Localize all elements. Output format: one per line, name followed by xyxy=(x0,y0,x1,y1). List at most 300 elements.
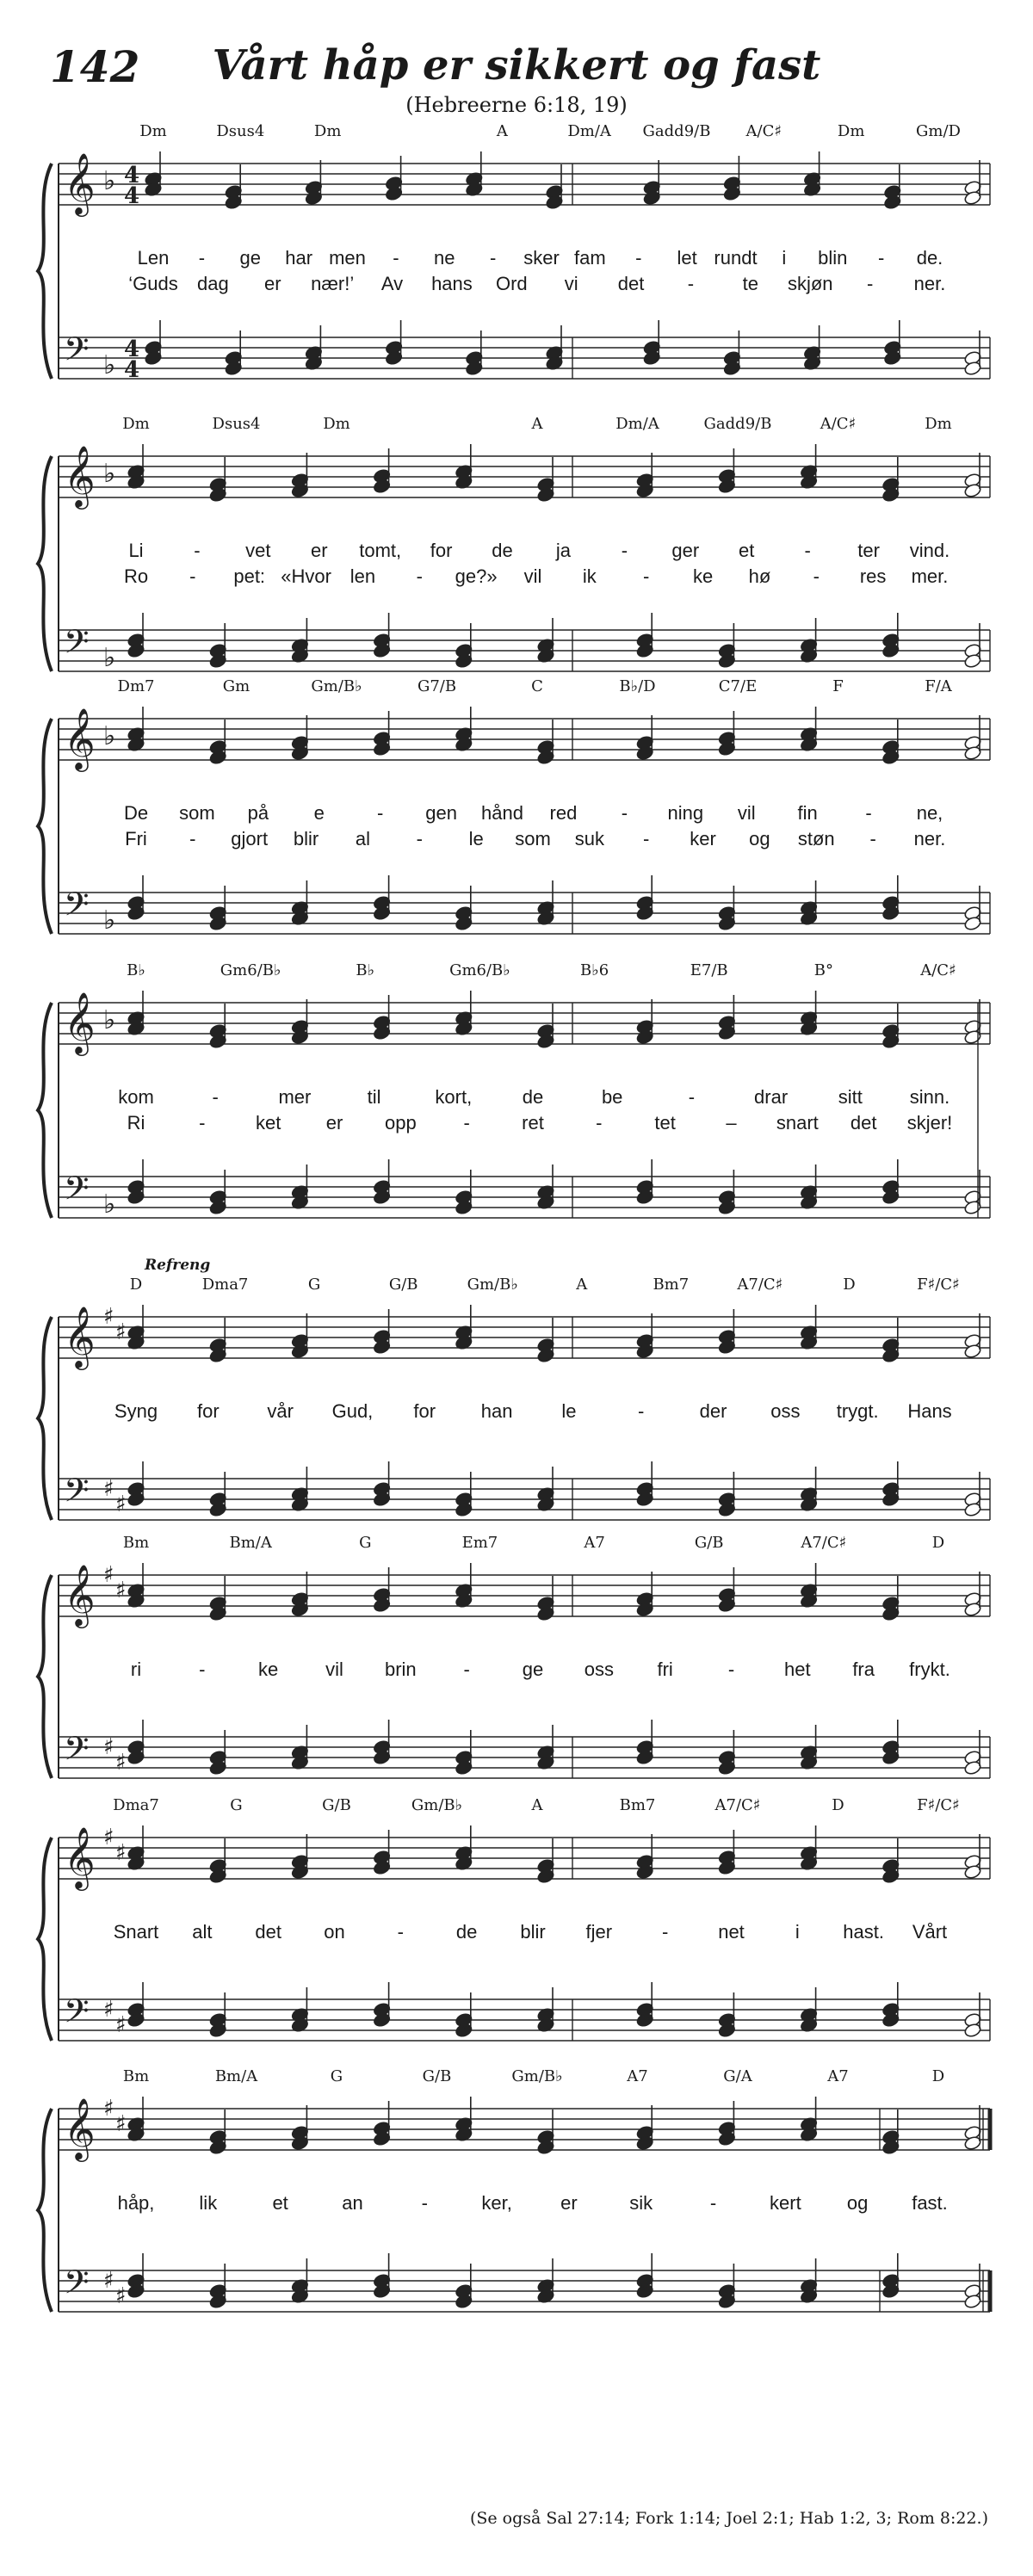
lyric-syllable: Vårt xyxy=(912,1921,948,1943)
treble-clef-icon: 𝄞 xyxy=(64,1563,96,1626)
lyric-syllable: ker xyxy=(690,828,716,849)
lyric-syllable: te xyxy=(742,273,759,294)
lyric-syllable: ret xyxy=(522,1112,544,1134)
lyric-syllable: dag xyxy=(197,273,229,294)
lyric-syllable: - xyxy=(621,802,628,824)
chord-symbol: A xyxy=(531,415,543,433)
lyric-syllable: - xyxy=(463,1112,470,1134)
chord-symbol: Dm/A xyxy=(567,122,611,140)
sharp-icon: ♯ xyxy=(103,2096,114,2122)
chord-symbol: Dm xyxy=(925,415,952,433)
hymn-number: 142 xyxy=(50,41,140,92)
lyric-syllable: tet xyxy=(654,1112,676,1134)
music-system xyxy=(0,1796,1033,2096)
lyric-syllable: e xyxy=(313,802,325,824)
chord-symbol: Gadd9/B xyxy=(703,415,772,433)
lyric-syllable: - xyxy=(643,565,650,587)
lyric-syllable: - xyxy=(687,273,695,294)
lyric-syllable: er xyxy=(310,540,328,561)
lyric-syllable: vil xyxy=(737,802,756,824)
lyric-syllable: ner. xyxy=(913,273,946,294)
lyric-syllable: kort, xyxy=(435,1086,473,1108)
lyric-syllable: Len xyxy=(137,247,170,269)
lyric-syllable: Ri xyxy=(127,1112,145,1134)
lyric-syllable: rundt xyxy=(714,247,758,269)
lyric-syllable: «Hvor xyxy=(281,565,331,587)
bass-clef-icon: 𝄢 xyxy=(64,622,90,669)
time-signature: 4 xyxy=(124,357,140,383)
flat-icon: ♭ xyxy=(103,166,116,196)
sharp-icon: ♯ xyxy=(115,2283,127,2309)
lyric-syllable: - xyxy=(198,247,206,269)
treble-staff xyxy=(59,991,990,1049)
lyric-syllable: lik xyxy=(199,2192,218,2214)
lyric-syllable: - xyxy=(377,802,384,824)
lyric-syllable: - xyxy=(397,1921,404,1943)
treble-staff xyxy=(59,707,990,765)
lyric-syllable: det xyxy=(255,1921,281,1943)
lyric-syllable: er xyxy=(560,2192,578,2214)
brace xyxy=(38,456,52,671)
lyric-syllable: oss xyxy=(584,1659,614,1680)
bass-staff xyxy=(59,1982,990,2041)
lyric-syllable: fast. xyxy=(912,2192,948,2214)
lyric-syllable: frykt. xyxy=(909,1659,950,1680)
chord-symbol: Bm7 xyxy=(619,1796,656,1814)
lyric-syllable: brin xyxy=(384,1659,417,1680)
lyric-syllable: on xyxy=(324,1921,345,1943)
chord-symbol: G/A xyxy=(723,2067,752,2085)
lyric-syllable: mer. xyxy=(911,565,949,587)
lyric-syllable: - xyxy=(804,540,811,561)
chord-symbol: Dma7 xyxy=(201,1276,249,1294)
lyric-syllable: det xyxy=(617,273,645,294)
lyric-syllable: suk xyxy=(574,828,604,849)
chord-symbol: Gm/B♭ xyxy=(467,1276,518,1294)
lyric-syllable: ger xyxy=(671,540,700,561)
chord-symbol: A/C♯ xyxy=(820,415,857,433)
lyric-syllable: - xyxy=(199,1112,206,1134)
chord-symbol: E7/B xyxy=(690,961,728,979)
chord-symbol: F♯/C♯ xyxy=(917,1796,960,1814)
chord-symbol: G xyxy=(307,1276,321,1294)
lyric-syllable: – xyxy=(726,1112,737,1134)
lyric-syllable: vet xyxy=(245,540,271,561)
treble-staff xyxy=(59,1825,990,1884)
chord-symbol: Gm6/B♭ xyxy=(220,961,281,979)
lyric-syllable: let xyxy=(677,247,697,269)
lyric-syllable: de xyxy=(492,540,513,561)
chord-symbol: Dsus4 xyxy=(216,122,265,140)
lyric-syllable: til xyxy=(367,1086,381,1108)
lyric-syllable: fin xyxy=(797,802,818,824)
lyric-syllable: hans xyxy=(431,273,473,294)
brace xyxy=(38,1575,52,1778)
lyric-syllable: ge xyxy=(522,1659,544,1680)
chord-symbol: Bm xyxy=(122,1534,150,1552)
chord-symbol: Dm xyxy=(313,122,342,140)
lyric-syllable: - xyxy=(189,828,196,849)
chord-symbol: G/B xyxy=(388,1276,418,1294)
chord-symbol: A xyxy=(531,1796,543,1814)
chord-symbol: D xyxy=(832,1796,844,1814)
sharp-icon: ♯ xyxy=(115,1492,127,1517)
sharp-icon: ♯ xyxy=(103,1304,114,1330)
lyric-syllable: blin xyxy=(818,247,848,269)
chord-symbol: A/C♯ xyxy=(920,961,956,979)
bass-staff xyxy=(59,613,990,671)
hymn-reference: (Hebreerne 6:18, 19) xyxy=(405,93,628,117)
lyric-syllable: sinn. xyxy=(909,1086,950,1108)
sharp-icon: ♯ xyxy=(115,1319,127,1345)
lyric-syllable: vi xyxy=(564,273,578,294)
chord-symbol: Gm/B♭ xyxy=(311,677,362,695)
chord-symbol: F♯/C♯ xyxy=(917,1276,960,1294)
chord-symbol: Dm xyxy=(837,122,865,140)
music-system xyxy=(0,2067,1033,2367)
lyric-syllable: Ord xyxy=(495,273,528,294)
lyric-syllable: - xyxy=(199,1659,206,1680)
lyric-syllable: kom xyxy=(118,1086,154,1108)
lyric-syllable: Ro xyxy=(123,565,149,587)
chord-symbol: B♭ xyxy=(127,961,145,979)
chord-symbol: G xyxy=(230,1796,243,1814)
lyric-syllable: drar xyxy=(754,1086,789,1108)
lyric-syllable: snart xyxy=(776,1112,819,1134)
cross-references: (Se også Sal 27:14; Fork 1:14; Joel 2:1; Hab 1:2, 3; Rom 8:22.) xyxy=(469,2509,988,2528)
bass-staff xyxy=(59,1720,990,1778)
bass-clef-icon: 𝄢 xyxy=(64,885,90,931)
treble-staff xyxy=(59,151,990,210)
lyric-syllable: - xyxy=(727,1659,735,1680)
lyric-syllable: gen xyxy=(425,802,457,824)
chord-symbol: Dm xyxy=(139,122,167,140)
lyric-syllable: et xyxy=(272,2192,288,2214)
lyric-syllable: - xyxy=(212,1086,219,1108)
chord-symbol: Em7 xyxy=(461,1534,498,1552)
sharp-icon: ♯ xyxy=(115,1840,127,1866)
chord-symbol: D xyxy=(931,2067,945,2085)
lyric-syllable: - xyxy=(489,247,497,269)
lyric-syllable: ge xyxy=(239,247,261,269)
lyric-syllable: ter xyxy=(857,540,880,561)
lyric-syllable: - xyxy=(635,247,642,269)
lyric-syllable: hø xyxy=(748,565,771,587)
chord-symbol: C xyxy=(531,677,543,695)
chord-symbol: Gm/B♭ xyxy=(511,2067,563,2085)
bass-clef-icon: 𝄢 xyxy=(64,1992,90,2038)
chord-symbol: A7 xyxy=(827,2067,849,2085)
music-system xyxy=(0,415,1033,714)
chord-symbol: A7/C♯ xyxy=(801,1534,847,1552)
lyric-syllable: ja xyxy=(555,540,572,561)
lyric-syllable: fra xyxy=(852,1659,875,1680)
lyric-syllable: oss xyxy=(770,1400,801,1422)
lyric-syllable: - xyxy=(643,828,650,849)
lyric-syllable: nær!’ xyxy=(311,273,355,294)
lyric-syllable: gjort xyxy=(231,828,269,849)
lyric-syllable: de. xyxy=(916,247,943,269)
music-system xyxy=(0,677,1033,977)
chord-symbol: F/A xyxy=(925,677,952,695)
lyric-syllable: vår xyxy=(267,1400,294,1422)
lyric-syllable: De xyxy=(123,802,149,824)
brace xyxy=(38,1838,52,2041)
lyric-syllable: er xyxy=(263,273,281,294)
chord-symbol: F xyxy=(832,677,844,695)
sharp-icon: ♯ xyxy=(115,1578,127,1603)
lyric-syllable: ke xyxy=(258,1659,279,1680)
chord-symbol: D xyxy=(129,1276,143,1294)
lyric-syllable: Hans xyxy=(907,1400,952,1422)
lyric-syllable: ning xyxy=(667,802,704,824)
brace xyxy=(38,164,52,379)
lyric-syllable: - xyxy=(638,1400,645,1422)
treble-clef-icon: 𝄞 xyxy=(64,2097,96,2159)
lyric-syllable: - xyxy=(596,1112,603,1134)
lyric-syllable: len xyxy=(349,565,376,587)
lyric-syllable: de xyxy=(522,1086,544,1108)
treble-clef-icon: 𝄞 xyxy=(64,707,96,769)
bass-clef-icon: 𝄢 xyxy=(64,1729,90,1776)
chord-symbol: Dm xyxy=(122,415,150,433)
lyric-syllable: fam xyxy=(574,247,606,269)
lyric-syllable: ri xyxy=(130,1659,142,1680)
lyric-syllable: som xyxy=(179,802,215,824)
lyric-syllable: ‘Guds xyxy=(128,273,178,294)
lyric-syllable: skjer! xyxy=(906,1112,953,1134)
chord-symbol: Bm xyxy=(122,2067,150,2085)
lyric-syllable: og xyxy=(749,828,770,849)
bass-staff xyxy=(59,320,990,379)
lyric-syllable: har xyxy=(285,247,313,269)
lyric-syllable: - xyxy=(877,247,885,269)
treble-staff xyxy=(59,2097,990,2155)
lyric-syllable: støn xyxy=(797,828,835,849)
bass-clef-icon: 𝄢 xyxy=(64,1471,90,1517)
sharp-icon: ♯ xyxy=(103,1562,114,1588)
chord-symbol: Gm/B♭ xyxy=(411,1796,463,1814)
sharp-icon: ♯ xyxy=(115,2111,127,2137)
brace xyxy=(38,2109,52,2312)
brace xyxy=(38,1317,52,1520)
chord-symbol: G/B xyxy=(694,1534,724,1552)
lyric-syllable: an xyxy=(342,2192,363,2214)
lyric-syllable: al xyxy=(355,828,370,849)
lyric-syllable: i xyxy=(782,247,787,269)
lyric-syllable: - xyxy=(869,828,876,849)
time-signature: 4 xyxy=(124,163,140,188)
lyric-syllable: Syng xyxy=(114,1400,158,1422)
chord-symbol: A7/C♯ xyxy=(737,1276,783,1294)
chord-symbol: Dma7 xyxy=(113,1796,159,1814)
lyric-syllable: opp xyxy=(384,1112,417,1134)
lyric-syllable: ket xyxy=(255,1112,281,1134)
bass-clef-icon: 𝄢 xyxy=(64,330,90,376)
flat-icon: ♭ xyxy=(103,1005,116,1035)
lyric-syllable: det xyxy=(850,1112,877,1134)
lyric-syllable: ker, xyxy=(481,2192,512,2214)
lyric-syllable: fri xyxy=(657,1659,673,1680)
sharp-icon: ♯ xyxy=(103,1825,114,1850)
treble-staff xyxy=(59,444,990,503)
lyric-syllable: net xyxy=(718,1921,745,1943)
chord-symbol: Dm/A xyxy=(615,415,659,433)
lyric-syllable: ke xyxy=(692,565,714,587)
lyric-syllable: for xyxy=(430,540,453,561)
lyric-syllable: for xyxy=(413,1400,436,1422)
lyric-syllable: ge?» xyxy=(455,565,498,587)
chord-symbol: Dm xyxy=(323,415,350,433)
lyric-syllable: blir xyxy=(293,828,319,849)
lyric-syllable: - xyxy=(661,1921,669,1943)
sharp-icon: ♯ xyxy=(103,1734,114,1760)
lyric-syllable: - xyxy=(866,273,874,294)
lyric-syllable: i xyxy=(795,1921,800,1943)
brace xyxy=(38,719,52,934)
lyric-syllable: kert xyxy=(770,2192,801,2214)
lyric-syllable: - xyxy=(189,565,196,587)
bass-staff xyxy=(59,2253,990,2312)
lyric-syllable: - xyxy=(709,2192,717,2214)
bass-staff xyxy=(59,1159,990,1218)
lyric-syllable: på xyxy=(247,802,269,824)
lyric-syllable: res xyxy=(859,565,887,587)
chord-symbol: A xyxy=(576,1276,588,1294)
lyric-syllable: - xyxy=(813,565,820,587)
sharp-icon: ♯ xyxy=(103,1997,114,2023)
lyric-syllable: ne, xyxy=(916,802,943,824)
chord-symbol: Dsus4 xyxy=(212,415,261,433)
chord-symbol: Dm7 xyxy=(117,677,155,695)
music-system xyxy=(0,1534,1033,1833)
chord-symbol: A7/C♯ xyxy=(714,1796,761,1814)
chord-symbol: C7/E xyxy=(718,677,758,695)
chord-symbol: B♭6 xyxy=(579,961,609,979)
lyric-syllable: hast. xyxy=(843,1921,885,1943)
lyric-syllable: le xyxy=(468,828,484,849)
bass-clef-icon: 𝄢 xyxy=(64,1169,90,1215)
lyric-syllable: - xyxy=(393,247,399,269)
lyric-syllable: ne xyxy=(434,247,455,269)
chord-symbol: Gm xyxy=(222,677,251,695)
lyric-syllable: mer xyxy=(278,1086,312,1108)
lyric-syllable: Li xyxy=(128,540,144,561)
lyric-syllable: - xyxy=(688,1086,696,1108)
lyric-syllable: for xyxy=(196,1400,220,1422)
treble-clef-icon: 𝄞 xyxy=(64,1825,96,1888)
treble-clef-icon: 𝄞 xyxy=(64,991,96,1053)
bass-staff xyxy=(59,1461,990,1520)
chord-symbol: Gm6/B♭ xyxy=(449,961,510,979)
chord-symbol: Bm7 xyxy=(653,1276,690,1294)
bass-staff xyxy=(59,875,990,934)
treble-clef-icon: 𝄞 xyxy=(64,444,96,507)
brace xyxy=(38,1003,52,1218)
lyric-syllable: ik xyxy=(582,565,597,587)
chord-symbol: A xyxy=(496,122,508,140)
chord-symbol: G/B xyxy=(422,2067,452,2085)
lyric-syllable: men xyxy=(329,247,366,269)
lyric-syllable: sik xyxy=(629,2192,653,2214)
lyric-syllable: be xyxy=(601,1086,623,1108)
music-system xyxy=(0,1257,1033,1575)
lyric-syllable: Fri xyxy=(125,828,147,849)
flat-icon: ♭ xyxy=(103,905,116,936)
chord-symbol: D xyxy=(931,1534,945,1552)
flat-icon: ♭ xyxy=(103,1189,116,1220)
flat-icon: ♭ xyxy=(103,643,116,673)
lyric-syllable: de xyxy=(455,1921,478,1943)
lyric-syllable: sker xyxy=(523,247,560,269)
music-system xyxy=(0,961,1033,1261)
lyric-syllable: red xyxy=(549,802,578,824)
chord-symbol: B♭ xyxy=(356,961,375,979)
sharp-icon: ♯ xyxy=(103,1476,114,1502)
chord-symbol: A7 xyxy=(627,2067,648,2085)
lyric-syllable: - xyxy=(421,2192,428,2214)
chord-symbol: A7 xyxy=(584,1534,605,1552)
chord-symbol: Gm/D xyxy=(916,122,961,140)
lyric-syllable: skjøn xyxy=(787,273,833,294)
flat-icon: ♭ xyxy=(103,350,116,380)
lyric-syllable: tomt, xyxy=(359,540,402,561)
lyric-syllable: alt xyxy=(192,1921,213,1943)
flat-icon: ♭ xyxy=(103,721,116,751)
lyric-syllable: sitt xyxy=(838,1086,863,1108)
lyric-syllable: - xyxy=(416,565,423,587)
lyric-syllable: pet: xyxy=(233,565,266,587)
lyric-syllable: Snart xyxy=(113,1921,159,1943)
lyric-syllable: han xyxy=(480,1400,513,1422)
lyric-syllable: og xyxy=(846,2192,869,2214)
lyric-syllable: - xyxy=(865,802,872,824)
lyric-syllable: som xyxy=(515,828,551,849)
lyric-syllable: ner. xyxy=(913,828,946,849)
sharp-icon: ♯ xyxy=(115,1750,127,1776)
sharp-icon: ♯ xyxy=(115,2012,127,2038)
chord-symbol: A/C♯ xyxy=(745,122,782,140)
lyric-syllable: - xyxy=(194,540,201,561)
lyric-syllable: et xyxy=(739,540,755,561)
chord-symbol: B° xyxy=(813,961,833,979)
lyric-syllable: trygt. xyxy=(836,1400,879,1422)
lyric-syllable: hånd xyxy=(481,802,524,824)
lyric-syllable: - xyxy=(463,1659,470,1680)
lyric-syllable: er xyxy=(325,1112,343,1134)
time-signature: 4 xyxy=(124,337,140,362)
treble-clef-icon: 𝄞 xyxy=(64,151,96,214)
lyric-syllable: le xyxy=(561,1400,577,1422)
lyric-syllable: vil xyxy=(325,1659,343,1680)
treble-clef-icon: 𝄞 xyxy=(64,1305,96,1368)
music-system xyxy=(0,122,1033,422)
lyric-syllable: het xyxy=(784,1659,811,1680)
lyric-syllable: der xyxy=(699,1400,727,1422)
time-signature: 4 xyxy=(124,183,140,209)
bass-clef-icon: 𝄢 xyxy=(64,2263,90,2309)
lyric-syllable: vil xyxy=(523,565,542,587)
treble-staff xyxy=(59,1563,990,1622)
lyric-syllable: vind. xyxy=(909,540,950,561)
treble-staff xyxy=(59,1305,990,1363)
lyric-syllable: Gud, xyxy=(331,1400,374,1422)
chord-symbol: G/B xyxy=(322,1796,351,1814)
chord-symbol: G xyxy=(330,2067,343,2085)
lyric-syllable: - xyxy=(416,828,423,849)
chord-symbol: G7/B xyxy=(417,677,457,695)
chord-symbol: Bm/A xyxy=(229,1534,272,1552)
